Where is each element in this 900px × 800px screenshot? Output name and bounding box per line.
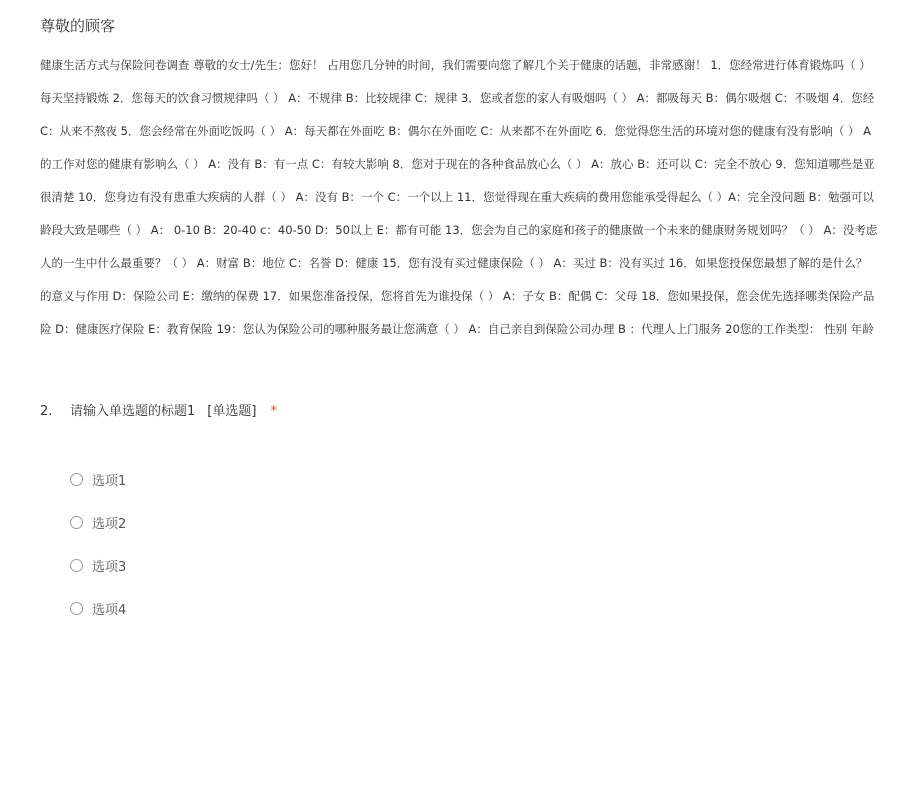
option-label: 选项1 (92, 473, 127, 489)
radio-option-2[interactable] (70, 512, 126, 532)
radio-button[interactable] (70, 559, 83, 572)
intro-text-line: 很清楚 10．您身边有没有患重大疾病的人群（ ） A：没有 B：一个 C：一个以上 11．您觉得现在重大疾病的费用您能承受得起么（ ）A：完全没问题 B：勉强可以 (40, 190, 875, 204)
radio-button[interactable] (70, 516, 83, 529)
intro-text-line: 险 D：健康医疗保险 E：教育保险 19：您认为保险公司的哪种服务最让您满意（ ） A：自己亲自到保险公司办理 B ：代理人上门服务 20您的工作类型： 性别 年龄 (40, 322, 874, 336)
intro-text-line: 龄段大致是哪些（ ） A： 0-10 B：20-40 c：40-50 D：50以上 E：都有可能 13．您会为自己的家庭和孩子的健康做一个未来的健康财务规划吗？（ ） A：没考虑 (40, 223, 878, 237)
intro-text-line: 健康生活方式与保险问卷调查 尊敬的女士/先生：您好！ 占用您几分钟的时间，我们需要向您了解几个关于健康的话题，非常感谢！ 1．您经常进行体育锻炼吗（ ） (40, 58, 871, 72)
intro-text-line: 每天坚持锻炼 2．您每天的饮食习惯规律吗（ ） A：不规律 B：比较规律 C：规律 3．您或者您的家人有吸烟吗（ ） A：都吸每天 B：偶尔吸烟 C：不吸烟 4．您经 (40, 91, 875, 105)
radio-option-1[interactable] (70, 469, 126, 489)
intro-text-line: C：从来不熬夜 5．您会经常在外面吃饭吗（ ） A：每天都在外面吃 B：偶尔在外面吃 C：从来都不在外面吃 6．您觉得您生活的环境对您的健康有没有影响（ ） A (40, 124, 872, 138)
option-label: 选项4 (92, 602, 127, 618)
intro-text-line: 人的一生中什么最重要？（ ） A：财富 B：地位 C：名誉 D：健康 15．您有没有买过健康保险（ ） A：买过 B：没有买过 16．如果您投保您最想了解的是什么？ (40, 256, 868, 270)
radio-button[interactable] (70, 473, 83, 486)
question-type-label: [单选题] (207, 404, 257, 419)
radio-option-3[interactable] (70, 555, 126, 575)
question-number: 2. (40, 404, 53, 419)
question-title: 请输入单选题的标题1 (70, 404, 196, 419)
option-label: 选项3 (92, 559, 127, 575)
intro-text-line: 的工作对您的健康有影响么（ ） A：没有 B：有一点 C：有较大影响 8．您对于现在的各种食品放心么（ ） A：放心 B：还可以 C：完全不放心 9．您知道哪些是亚 (40, 157, 875, 171)
option-label: 选项2 (92, 516, 127, 532)
radio-button[interactable] (70, 602, 83, 615)
question-title-row (40, 400, 277, 419)
intro-text-line: 的意义与作用 D：保险公司 E：缴纳的保费 17．如果您准备投保，您将首先为谁投保（ ） A：子女 B：配偶 C：父母 18．您如果投保，您会优先选择哪类保险产品 (40, 289, 875, 303)
greeting-heading: 尊敬的顾客 (40, 17, 116, 35)
required-mark: * (270, 404, 277, 419)
radio-option-4[interactable] (70, 598, 126, 618)
